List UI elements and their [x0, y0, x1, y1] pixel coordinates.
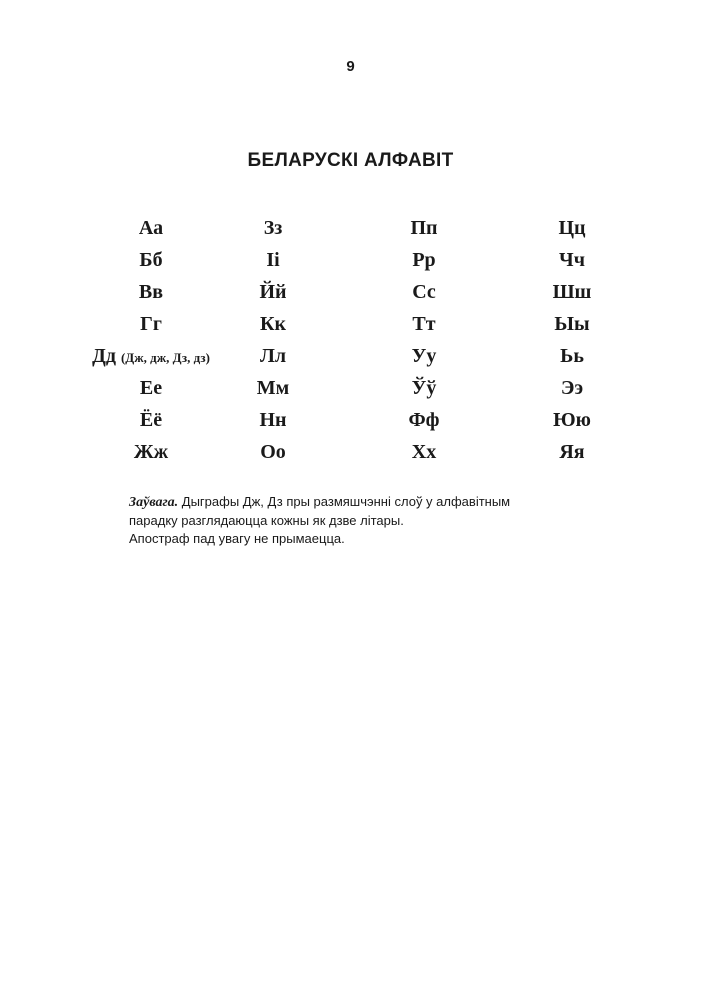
letter-zh: Жж	[133, 441, 169, 463]
letter-u: Уу	[411, 345, 437, 367]
note-block	[129, 493, 599, 548]
digraphs-note: (Дж, дж, Дз, дз)	[120, 350, 210, 365]
letter-soft-sign: Ьь	[560, 345, 584, 367]
letter-n: Нн	[259, 409, 287, 431]
note-line-3: Апостраф пад увагу не прымаецца.	[129, 531, 345, 546]
letter-a: Аа	[138, 217, 164, 239]
letter-h: Гг	[140, 313, 162, 335]
letter-l: Лл	[259, 345, 287, 367]
letter-ie: Ее	[139, 377, 163, 399]
letter-e: Ээ	[560, 377, 584, 399]
page-number: 9	[346, 58, 355, 75]
letter-ch: Чч	[559, 249, 585, 271]
alphabet-column-4	[472, 212, 672, 468]
page-title: БЕЛАРУСКІ АЛФАВІТ	[247, 150, 454, 171]
letter-kh: Хх	[411, 441, 437, 463]
note-label: Заўвага.	[129, 495, 179, 510]
letter-ya: Яя	[559, 441, 585, 463]
letter-i: Іі	[266, 249, 280, 271]
letter-y: Ыы	[554, 313, 590, 335]
letter-yu: Юю	[553, 409, 591, 431]
letter-b: Бб	[139, 249, 163, 271]
letter-d: Дд	[92, 345, 116, 367]
letter-o: Оо	[260, 441, 286, 463]
letter-s: Сс	[412, 281, 436, 303]
letter-m: Мм	[256, 377, 290, 399]
note-line-2: парадку разглядаюцца кожны як дзве літары.	[129, 513, 404, 528]
letter-io: Ёё	[139, 409, 163, 431]
letter-r: Рр	[412, 249, 436, 271]
letter-v: Вв	[138, 281, 164, 303]
letter-p: Пп	[410, 217, 438, 239]
letter-t: Тт	[412, 313, 436, 335]
letter-k: Кк	[259, 313, 287, 335]
note-line-1	[129, 493, 599, 512]
letter-f: Фф	[408, 409, 440, 431]
letter-ts: Цц	[558, 217, 586, 239]
note-text-1: Дыграфы Дж, Дз пры размяшчэнні слоў у алфавітным	[178, 494, 511, 509]
letter-j: Йй	[259, 281, 287, 303]
letter-u-short: Ўў	[411, 377, 437, 399]
letter-z: Зз	[263, 217, 283, 239]
letter-sh: Шш	[552, 281, 592, 303]
